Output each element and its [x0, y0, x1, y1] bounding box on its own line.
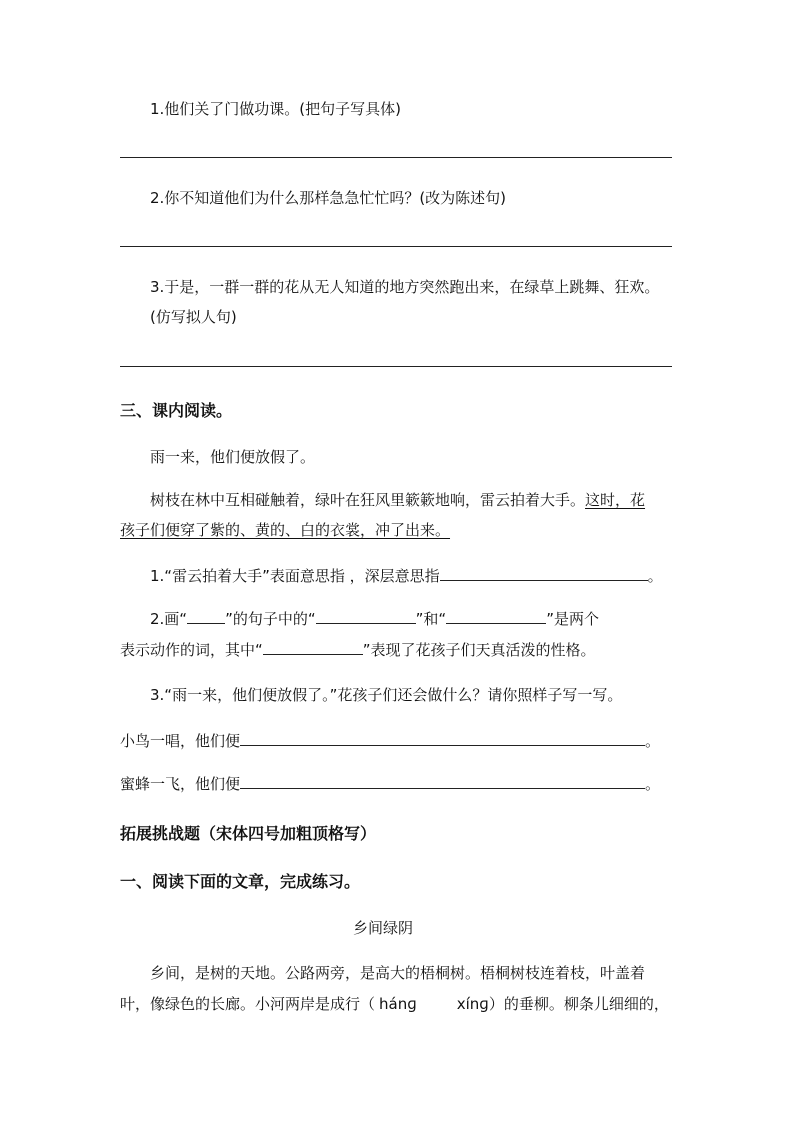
- pinyin-2: xínɡ: [456, 995, 489, 1013]
- answer-line-3[interactable]: [120, 366, 672, 367]
- reading-question-1-text: 1.“雷云拍着大手”表面意思指 ，深层意思指: [150, 567, 440, 585]
- pinyin-1: hánɡ: [379, 995, 417, 1013]
- fill-2-prompt: 蜜蜂一飞，他们便: [120, 775, 241, 793]
- q2-line2-text-b: ”表现了花孩子们天真活泼的性格。: [362, 641, 596, 659]
- reading-question-3: 3.“雨一来，他们便放假了。”花孩子们还会做什么？请你照样子写一写。: [150, 686, 623, 704]
- fill-line-2: [120, 773, 660, 794]
- blank-6[interactable]: [240, 774, 645, 789]
- blank-5[interactable]: [240, 731, 645, 746]
- section-3-heading: 三、课内阅读。: [120, 401, 233, 420]
- question-3-line-1: 3.于是，一群一群的花从无人知道的地方突然跑出来，在绿草上跳舞、狂欢。: [150, 278, 660, 296]
- extension-subheading: 一、阅读下面的文章，完成练习。: [120, 872, 361, 891]
- q2-line2-text-a: 表示动作的词，其中“: [120, 641, 263, 659]
- reading-para-1: 雨一来，他们便放假了。: [150, 448, 316, 466]
- q2-text-d: ”是两个: [546, 610, 599, 628]
- question-3-line-2: (仿写拟人句): [150, 308, 237, 326]
- fill-line-1: [120, 730, 660, 751]
- underlined-sentence-start: 这时，花: [585, 491, 646, 509]
- extension-heading: 拓展挑战题（宋体四号加粗顶格写）: [120, 824, 377, 843]
- question-1: 1.他们关了门做功课。(把句子写具体): [150, 100, 402, 118]
- fill-1-prompt: 小鸟一唱，他们便: [120, 732, 241, 750]
- answer-line-2[interactable]: [120, 246, 672, 247]
- article-text-b: ）的垂柳。柳条儿细细的，: [488, 995, 669, 1013]
- blank-2[interactable]: [316, 609, 416, 624]
- question-2: 2.你不知道他们为什么那样急急忙忙吗？(改为陈述句): [150, 189, 507, 207]
- q2-text-c: ”和“: [415, 610, 447, 628]
- answer-line-1[interactable]: [120, 157, 672, 158]
- q2-text-b: ”的句子中的“: [225, 610, 316, 628]
- article-para-line-1: 乡间，是树的天地。公路两旁，是高大的梧桐树。梧桐树枝连着枝，叶盖着: [150, 964, 646, 982]
- blank-1[interactable]: [440, 566, 648, 581]
- q2-text-a: 2.画“: [150, 610, 188, 628]
- article-title: 乡间绿阴: [353, 919, 414, 937]
- reading-question-1: [150, 565, 663, 586]
- blank-4[interactable]: [263, 640, 363, 655]
- period: 。: [645, 775, 661, 793]
- period: 。: [645, 732, 661, 750]
- reading-para-2-line-1: [150, 489, 645, 510]
- blank-underline-sample: [187, 609, 225, 624]
- blank-3[interactable]: [446, 609, 546, 624]
- reading-para-2-text: 树枝在林中互相碰触着，绿叶在狂风里簌簌地响，雷云拍着大手。: [150, 491, 586, 509]
- article-text-a: 叶，像绿色的长廊。小河两岸是成行（: [120, 995, 376, 1013]
- underlined-sentence-end: 孩子们便穿了紫的、黄的、白的衣裳，冲了出来。: [120, 521, 451, 539]
- reading-question-2-line-2: [120, 639, 596, 660]
- period: 。: [647, 567, 663, 585]
- article-para-line-2: [120, 993, 669, 1014]
- reading-question-2-line-1: [150, 608, 599, 629]
